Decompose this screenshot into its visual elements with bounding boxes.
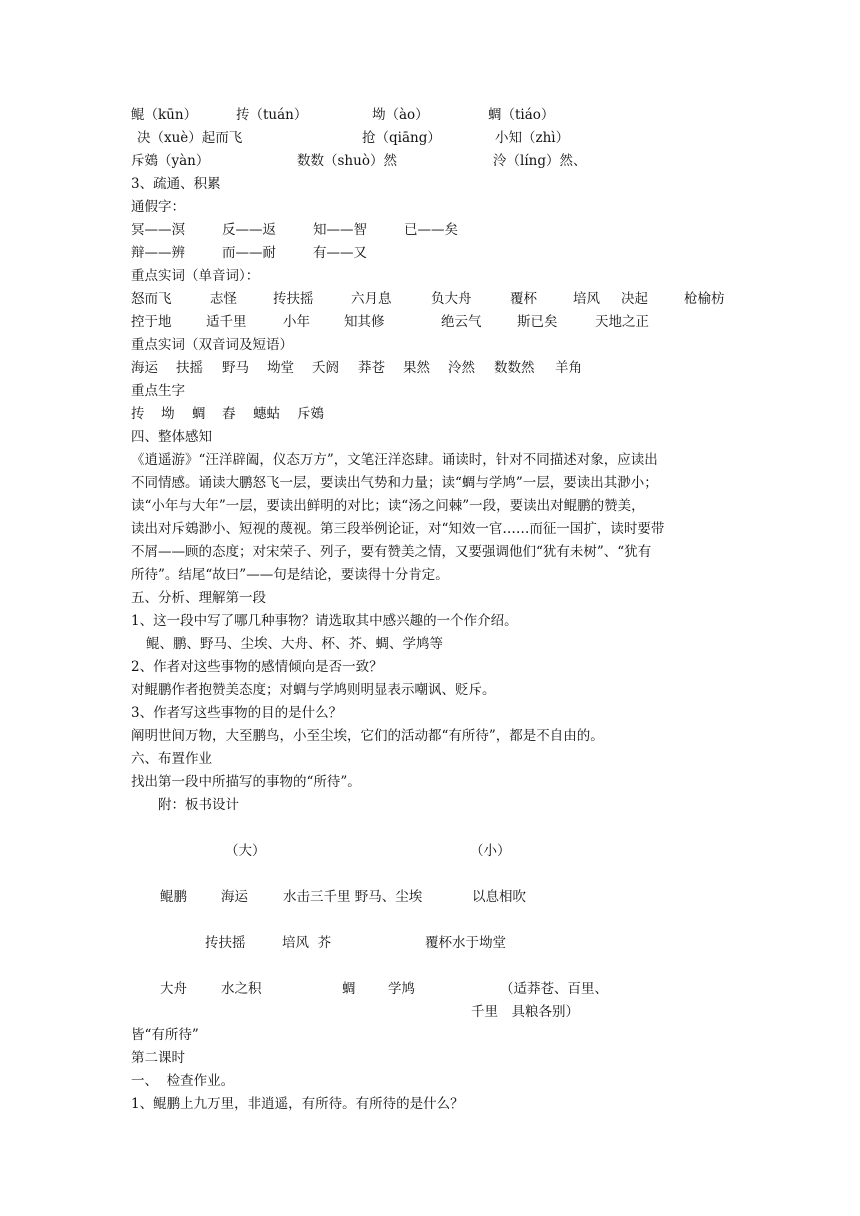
- word-item: 知其修: [344, 314, 385, 330]
- word-item: 培风: [573, 291, 600, 307]
- char-item: 坳: [161, 406, 175, 422]
- section-heading: 五、分析、理解第一段: [131, 590, 266, 606]
- board-item: 覆杯水于坳堂: [425, 935, 506, 951]
- conclusion: 皆“有所待”: [131, 1027, 199, 1043]
- answer: 鲲、鹏、野马、尘埃、大舟、杯、芥、蜩、学鸠等: [146, 636, 443, 652]
- board-item: 水击三千里 野马、尘埃: [283, 889, 423, 905]
- board-item: 海运: [221, 889, 248, 905]
- tongjia-item: 已——矣: [404, 222, 458, 238]
- paragraph-line: 所待”。结尾“故曰”——句是结论，要读得十分肯定。: [131, 567, 449, 583]
- word-item: 负大舟: [431, 291, 472, 307]
- tongjia-item: 冥——溟: [131, 222, 185, 238]
- paragraph-line: 读出对斥鴳渺小、短视的蔑视。第三段举例论证，对“知效一官……而征一国扩，读时要带: [131, 521, 665, 537]
- subsection-label: 重点实词（双音词及短语）: [131, 337, 293, 353]
- word-item: 志怪: [210, 291, 237, 307]
- paragraph-line: 不同情感。诵读大鹏怒飞一层，要读出气势和力量；读“蜩与学鸠”一层，要读出其渺小；: [131, 475, 658, 491]
- lesson-item: 一、 检查作业。: [131, 1073, 235, 1089]
- word-item: 枪榆枋: [684, 291, 725, 307]
- pinyin-item: 抟（tuán）: [236, 107, 308, 123]
- word-item: 野马: [222, 360, 249, 376]
- word-item: 扶摇: [176, 360, 203, 376]
- word-item: 坳堂: [267, 360, 294, 376]
- tongjia-item: 辩——辨: [131, 245, 185, 261]
- word-item: 六月息: [351, 291, 392, 307]
- paragraph-line: 读“小年与大年”一层，要读出鲜明的对比；读“汤之问棘”一段，要读出对鲲鹏的赞美，: [131, 498, 645, 514]
- word-item: 泠然: [448, 360, 475, 376]
- word-item: 数数然: [494, 360, 535, 376]
- word-item: 控于地: [131, 314, 172, 330]
- board-item: 抟扶摇: [205, 935, 246, 951]
- word-item: 决起: [621, 291, 648, 307]
- tongjia-item: 知——智: [313, 222, 367, 238]
- word-item: 小年: [283, 314, 310, 330]
- word-item: 羊角: [555, 360, 582, 376]
- board-item: 蜩: [342, 981, 356, 997]
- pinyin-item: 泠（líng）然、: [493, 153, 587, 169]
- question: 2、作者对这些事物的感情倾向是否一致？: [131, 659, 383, 675]
- board-item: 千里 具粮各别）: [471, 1004, 579, 1020]
- pinyin-item: 决（xuè）起而飞: [137, 130, 243, 146]
- section-heading: 四、整体感知: [131, 429, 212, 445]
- word-item: 夭阏: [312, 360, 339, 376]
- homework-task: 找出第一段中所描写的事物的“所待”。: [131, 774, 361, 790]
- word-item: 绝云气: [441, 314, 482, 330]
- word-item: 抟扶摇: [273, 291, 314, 307]
- word-item: 莽苍: [358, 360, 385, 376]
- tongjia-item: 有——又: [313, 245, 367, 261]
- board-item: 培风 芥: [282, 935, 332, 951]
- question: 3、作者写这些事物的目的是什么？: [131, 705, 343, 721]
- paragraph-line: 不屑——顾的态度；对宋荣子、列子，要有赞美之情，又要强调他们“犹有未树”、“犹有: [131, 544, 652, 560]
- char-item: 蟪蛄: [253, 406, 280, 422]
- pinyin-item: 小知（zhì）: [495, 130, 570, 146]
- char-item: 斥鴳: [297, 406, 324, 422]
- subsection-label: 重点生字: [131, 383, 185, 399]
- pinyin-item: 抢（qiāng）: [362, 130, 441, 146]
- word-item: 果然: [403, 360, 430, 376]
- word-item: 怒而飞: [131, 291, 172, 307]
- word-item: 天地之正: [595, 314, 649, 330]
- char-item: 舂: [222, 406, 236, 422]
- question: 1、鲲鹏上九万里，非逍遥，有所待。有所待的是什么？: [131, 1096, 464, 1112]
- char-item: 抟: [131, 406, 145, 422]
- question: 1、这一段中写了哪几种事物？请选取其中感兴趣的一个作介绍。: [131, 613, 518, 629]
- word-item: 海运: [131, 360, 158, 376]
- appendix-label: 附：板书设计: [158, 797, 239, 813]
- word-item: 覆杯: [510, 291, 537, 307]
- tongjia-item: 而——耐: [222, 245, 276, 261]
- paragraph-line: 《逍遥游》“汪洋辟阖，仪态万方”，文笔汪洋恣肆。诵读时，针对不同描述对象，应读出: [131, 452, 658, 468]
- word-item: 适千里: [206, 314, 247, 330]
- pinyin-item: 坳（ào）: [372, 107, 429, 123]
- answer: 对鲲鹏作者抱赞美态度；对蜩与学鸠则明显表示嘲讽、贬斥。: [131, 682, 496, 698]
- board-item: （适莽苍、百里、: [500, 981, 608, 997]
- board-item: 学鸠: [388, 981, 415, 997]
- word-item: 斯已矣: [517, 314, 558, 330]
- board-item: 鲲鹏: [160, 889, 187, 905]
- pinyin-item: 斥鴳（yàn）: [131, 153, 210, 169]
- pinyin-item: 数数（shuò）然: [297, 153, 397, 169]
- section-heading: 六、布置作业: [131, 751, 212, 767]
- subsection-label: 通假字：: [131, 199, 185, 215]
- board-item: 水之积: [221, 981, 262, 997]
- board-header-big: （大）: [225, 843, 266, 859]
- board-item: 以息相吹: [472, 889, 526, 905]
- board-header-small: （小）: [470, 843, 511, 859]
- pinyin-item: 鲲（kūn）: [131, 107, 198, 123]
- tongjia-item: 反——返: [222, 222, 276, 238]
- subsection-label: 重点实词（单音词）：: [131, 268, 260, 284]
- lesson-heading: 第二课时: [131, 1050, 185, 1066]
- pinyin-item: 蜩（tiáo）: [488, 107, 555, 123]
- board-item: 大舟: [160, 981, 187, 997]
- section-heading: 3、疏通、积累: [131, 176, 221, 192]
- answer: 阐明世间万物，大至鹏鸟，小至尘埃，它们的活动都“有所待”，都是不自由的。: [131, 728, 604, 744]
- char-item: 蜩: [192, 406, 206, 422]
